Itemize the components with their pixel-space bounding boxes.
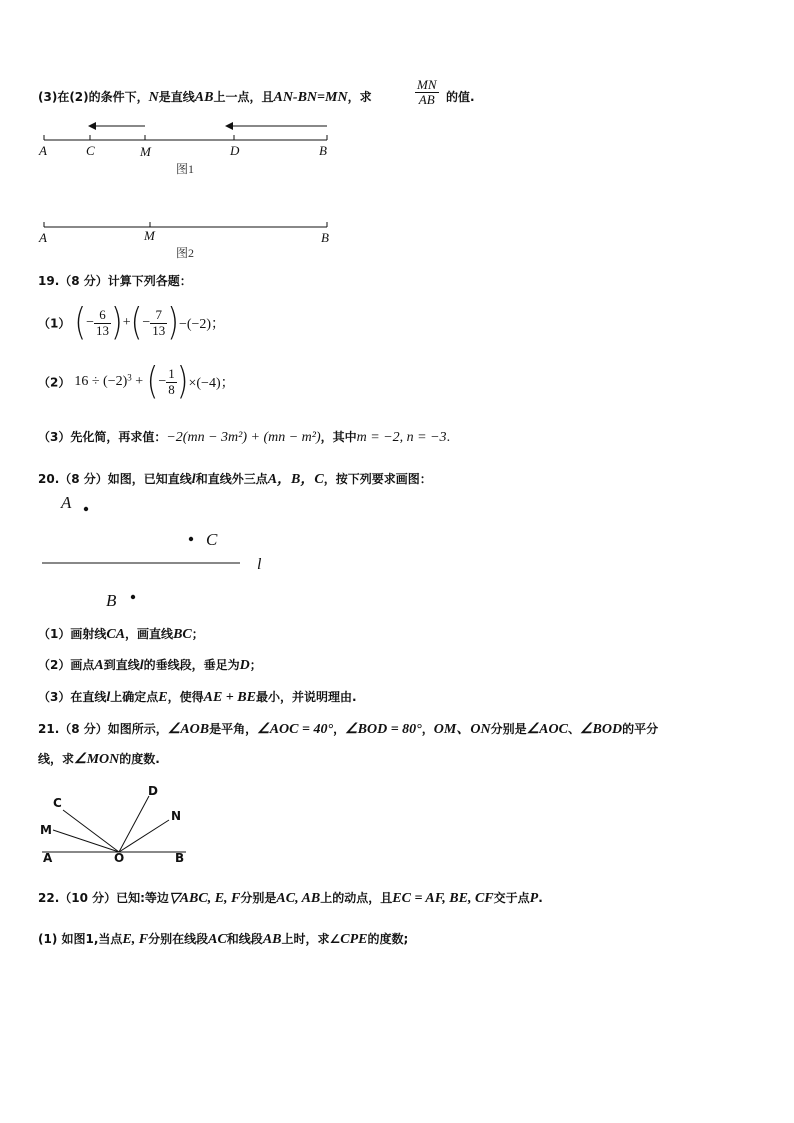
q22-line2 xyxy=(38,930,408,948)
q19-part3 xyxy=(38,428,450,446)
q21-label-b: B xyxy=(175,851,185,865)
q22-l2-a: (1) 如图1,当点 xyxy=(38,932,123,946)
q22-l2-e: 的度数; xyxy=(367,932,409,946)
q20-header-a: 20.（8 分）如图，已知直线 xyxy=(38,472,192,486)
q20-p3-b: 上确定点 xyxy=(110,690,159,704)
q18-3-text xyxy=(38,88,372,106)
angle-aob: ∠AOB xyxy=(167,722,210,737)
fig1-caption: 图1 xyxy=(176,162,195,176)
fraction-mn-ab xyxy=(415,78,439,108)
segment-ab: AB xyxy=(262,932,282,947)
q20-p2-var-l: l xyxy=(139,658,144,673)
q19-p2-tail: ×(−4)； xyxy=(188,376,235,391)
q18-3-mid2: 上一点，且 xyxy=(213,90,274,104)
q21-label-n: N xyxy=(171,809,182,823)
q20-figure xyxy=(38,490,298,610)
frac1-num: 6 xyxy=(94,308,111,323)
ray-oc xyxy=(63,810,119,852)
q18-3-mid3: ，求 xyxy=(347,90,372,104)
q21-l1-d: 分别是 xyxy=(490,722,527,736)
q22-l1-a: 22.（10 分）已知:等边 xyxy=(38,891,169,905)
q20-p2-var-d: D xyxy=(239,658,250,673)
q20-label-c: C xyxy=(206,530,218,549)
q21-l1-e: 的平分 xyxy=(622,722,659,736)
fig1-label-c: C xyxy=(86,143,95,158)
fig2-caption: 图2 xyxy=(176,246,195,260)
frac3-num: 1 xyxy=(168,366,175,382)
q22-l2-b: 分别在线段 xyxy=(148,932,209,946)
figure-2 xyxy=(30,215,350,235)
q20-p2-var-a: A xyxy=(94,658,104,673)
q20-p2-c: 的垂线段，垂足为 xyxy=(143,658,240,672)
q19-p3-label: （3）先化简，再求值： xyxy=(38,430,167,444)
q20-p3-d: 最小，并说明理由. xyxy=(255,690,357,704)
q20-header-c: ，按下列要求画图： xyxy=(323,472,432,486)
ray-om xyxy=(53,830,119,852)
ray-ca: CA xyxy=(106,627,126,642)
q18-3-mid1: 是直线 xyxy=(158,90,195,104)
q19-part1: （1） (− $\frac{6}{13}$ )+(− $\frac{7}{13}$ )−(−2)； xyxy=(38,300,226,345)
q20-label-a: A xyxy=(61,493,72,512)
q20-header-b: 和直线外三点 xyxy=(195,472,268,486)
q20-p3-var-e: E xyxy=(158,690,168,705)
bisectors: OM、ON xyxy=(433,722,491,737)
q21-l1-c: ， xyxy=(421,722,434,736)
ray-od xyxy=(119,796,149,852)
fig1-label-m: M xyxy=(140,144,151,159)
q21-label-a: A xyxy=(43,851,53,865)
frac2-den: 13 xyxy=(152,322,166,338)
q20-part2 xyxy=(38,656,262,674)
line-bc: BC xyxy=(173,627,192,642)
fig1-label-a: A xyxy=(39,143,47,158)
q20-p2-b: 到直线 xyxy=(103,658,140,672)
q20-p1-c: ； xyxy=(191,627,204,641)
q19-p3-values: m = −2, n = −3 xyxy=(356,430,447,445)
q21-label-c: C xyxy=(53,796,62,810)
q20-p3-c: ，使得 xyxy=(167,690,204,704)
q22-line1 xyxy=(38,889,543,907)
q20-part3 xyxy=(38,688,357,706)
q19-p2-label: （2） xyxy=(38,375,71,390)
q20-part1 xyxy=(38,625,204,643)
q21-sep: 、 xyxy=(567,722,580,736)
point-a xyxy=(84,507,88,511)
q20-p2-d: ； xyxy=(249,658,262,672)
var-points: A，B，C xyxy=(267,472,324,487)
q20-label-l: l xyxy=(257,556,262,573)
q21-l2-b: 的度数. xyxy=(119,752,160,766)
q21-l2-a: 线，求 xyxy=(38,752,75,766)
ray-on xyxy=(119,820,169,852)
segment-ac: AC xyxy=(208,932,227,947)
q21-l1-a: 21.（8 分）如图所示， xyxy=(38,722,168,736)
q18-3-suffix: 的值. xyxy=(446,90,475,104)
angle-aoc-value: ∠AOC = 40° xyxy=(257,722,334,737)
frac1-den: 13 xyxy=(95,322,109,338)
q20-header xyxy=(38,468,432,488)
frac-den: AB xyxy=(418,92,435,108)
q19-p3-mid: ，其中 xyxy=(320,430,357,444)
triangle-abc: ▽ABC, E, F xyxy=(168,891,241,906)
q21-line2 xyxy=(38,750,160,768)
points-ef: E, F xyxy=(122,932,149,947)
q21-label-d: D xyxy=(148,784,158,798)
q20-label-b: B xyxy=(106,591,117,610)
q19-p1-label: （1） xyxy=(38,316,71,331)
q20-p2-a: （2）画点 xyxy=(38,658,95,672)
fig2-label-a: A xyxy=(39,230,47,245)
angle-cpe: CPE xyxy=(340,932,368,947)
q19-header: 19.（8 分）计算下列各题： xyxy=(38,274,192,288)
q21-comma: ， xyxy=(333,722,346,736)
frac-num: MN xyxy=(417,77,437,92)
q18-3-prefix: (3)在(2)的条件下， xyxy=(38,90,149,104)
point-b xyxy=(131,595,135,599)
q22-l1-c: 上的动点，且 xyxy=(320,891,393,905)
q21-label-o: O xyxy=(114,851,125,865)
point-p: P xyxy=(529,891,539,906)
point-c xyxy=(189,537,193,541)
fig1-label-d: D xyxy=(230,143,240,158)
q20-p3-a: （3）在直线 xyxy=(38,690,107,704)
fig1-label-b: B xyxy=(319,143,327,158)
var-l: l xyxy=(191,472,196,487)
var-n: N xyxy=(148,90,159,105)
q20-p3-var-l: l xyxy=(106,690,111,705)
segments: AC, AB xyxy=(276,891,321,906)
q22-l2-c: 和线段 xyxy=(226,932,263,946)
q22-l1-d: 交于点 xyxy=(493,891,530,905)
q21-l1-b: 是平角， xyxy=(209,722,258,736)
angle-bod-value: ∠BOD = 80° xyxy=(345,722,422,737)
q19-p2-exp: 3 xyxy=(127,372,132,383)
angle-mon: ∠MON xyxy=(74,752,120,767)
q22-l2-d: 上时，求∠ xyxy=(281,932,341,946)
q22-equation: EC = AF, BE, CF xyxy=(392,891,494,906)
q19-p1-tail: −(−2)； xyxy=(178,317,226,332)
angle-bod: ∠BOD xyxy=(579,722,623,737)
q19-p3-expr: −2(mn − 3m²) + (mn − m²) xyxy=(166,430,321,445)
frac3-den: 8 xyxy=(168,381,175,397)
frac2-num: 7 xyxy=(150,308,167,323)
q20-p3-sum: AE + BE xyxy=(203,690,256,705)
fig2-label-m: M xyxy=(144,228,155,243)
fig2-label-b: B xyxy=(321,230,329,245)
q21-label-m: M xyxy=(40,823,52,837)
q22-l1-e: . xyxy=(538,891,543,905)
q21-line1 xyxy=(38,718,658,738)
angle-aoc: ∠AOC xyxy=(526,722,568,737)
q19-part2: （2） $16 \div (-2)^3$ + (− $\frac{1}{8}$ )×(−4)； xyxy=(38,359,235,404)
var-ab: AB xyxy=(194,90,214,105)
condition: AN-BN=MN xyxy=(273,90,348,105)
q20-p1-b: ，画直线 xyxy=(125,627,174,641)
q22-l1-b: 分别是 xyxy=(240,891,277,905)
q19-p3-end: . xyxy=(446,430,451,445)
q20-p1-a: （1）画射线 xyxy=(38,627,107,641)
q19-p2-lead: 16 ÷ (−2) xyxy=(74,374,128,389)
